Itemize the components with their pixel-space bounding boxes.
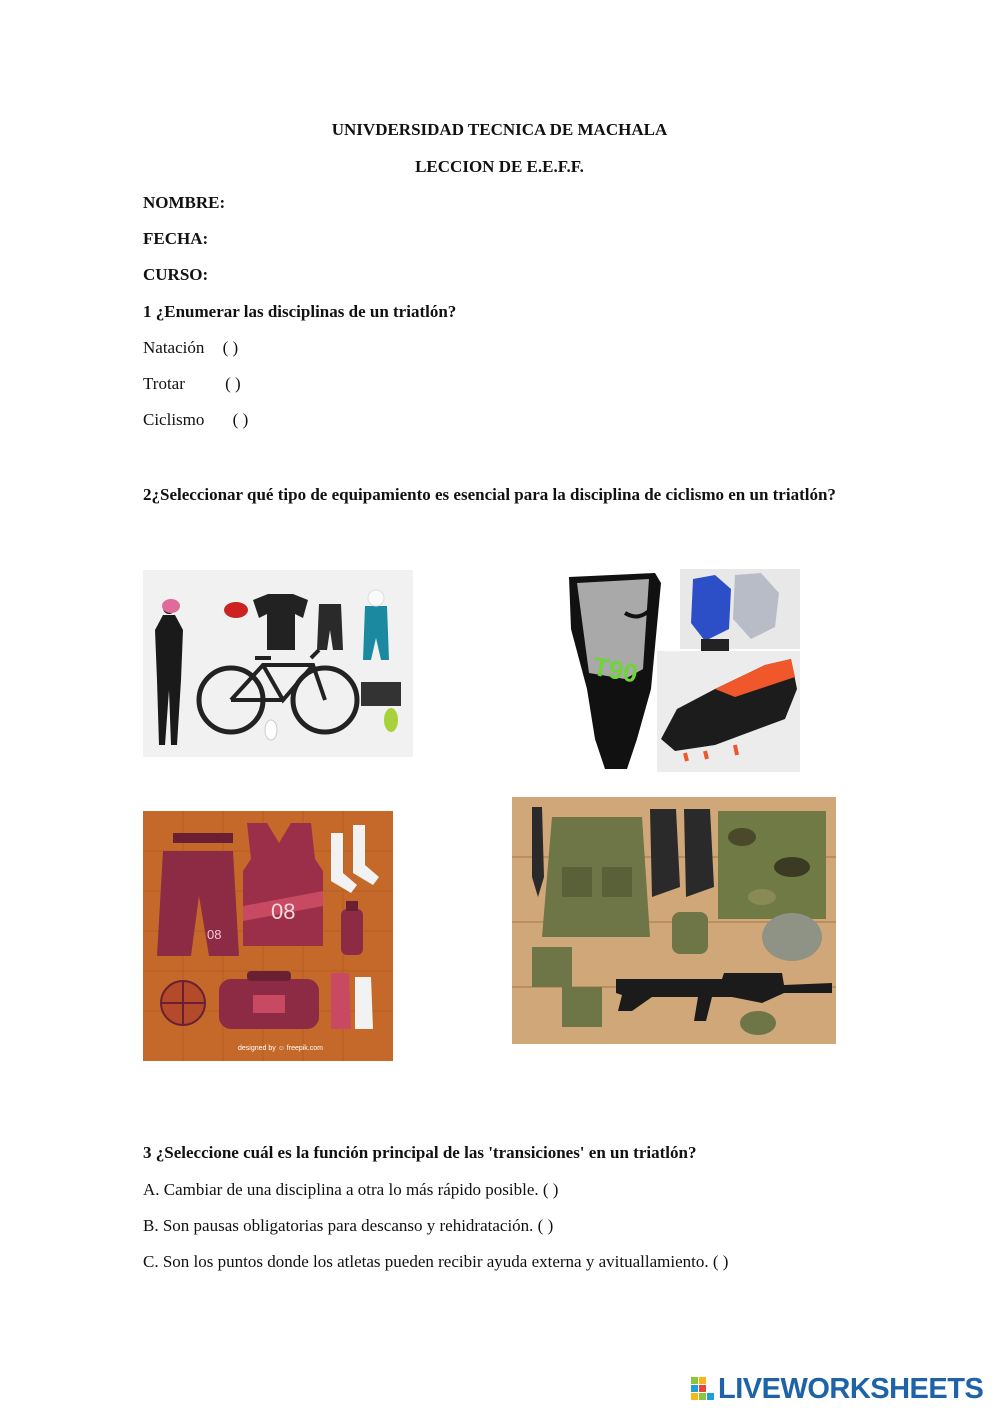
date-label: FECHA: [143, 229, 209, 248]
q1-option-label: Ciclismo [143, 410, 205, 429]
rifle-icon [512, 797, 836, 1044]
q1-checkbox[interactable]: ( ) [222, 338, 239, 357]
question-1-text: 1 ¿Enumerar las disciplinas de un triatlón? [143, 302, 457, 321]
lesson-title: LECCION DE E.E.F.F. [415, 157, 584, 176]
q1-option-label: Natación [143, 338, 205, 357]
image-credit: designed by ☺ freepik.com [238, 1045, 323, 1052]
q3-option-b[interactable]: B. Son pausas obligatorias para descanso y rehidratación. ( ) [143, 1216, 554, 1235]
triathlon-gear-image[interactable] [143, 570, 413, 757]
name-label: NOMBRE: [143, 193, 226, 212]
question-3-text: 3 ¿Seleccione cuál es la función principal de las 'transiciones' en un triatlón? [143, 1143, 697, 1162]
liveworksheets-logo [691, 1374, 983, 1404]
university-title: UNIVDERSIDAD TECNICA DE MACHALA [331, 120, 668, 139]
liveworksheets-mark-icon [691, 1377, 715, 1401]
soccer-boot-icon [565, 569, 800, 772]
jersey-print: 08 [271, 899, 296, 924]
q1-option-label: Trotar [143, 374, 185, 393]
logo-text: LIVEWORKSHEETS [718, 1372, 984, 1405]
bicycle-icon [143, 570, 413, 757]
q1-checkbox[interactable]: ( ) [232, 410, 249, 429]
shorts-print: 08 [207, 927, 222, 942]
basketball-gear-image[interactable] [143, 811, 393, 1061]
q1-option-trotar [143, 374, 241, 394]
shin-guard-print: T90 [590, 651, 641, 689]
q1-checkbox[interactable]: ( ) [225, 374, 241, 393]
basketball-icon [143, 811, 393, 1061]
q1-option-ciclismo [143, 410, 248, 430]
q3-option-a[interactable]: A. Cambiar de una disciplina a otra lo más rápido posible. ( ) [143, 1180, 559, 1199]
q1-option-natacion [143, 338, 238, 358]
q3-option-c[interactable]: C. Son los puntos donde los atletas pueden recibir ayuda externa y avituallamiento. ( ) [143, 1252, 729, 1271]
course-label: CURSO: [143, 265, 209, 284]
question-2-text: 2¿Seleccionar qué tipo de equipamiento es esencial para la disciplina de ciclismo en un triatlón? [143, 485, 836, 504]
military-gear-image[interactable] [512, 797, 836, 1044]
soccer-gear-image[interactable] [565, 569, 800, 772]
